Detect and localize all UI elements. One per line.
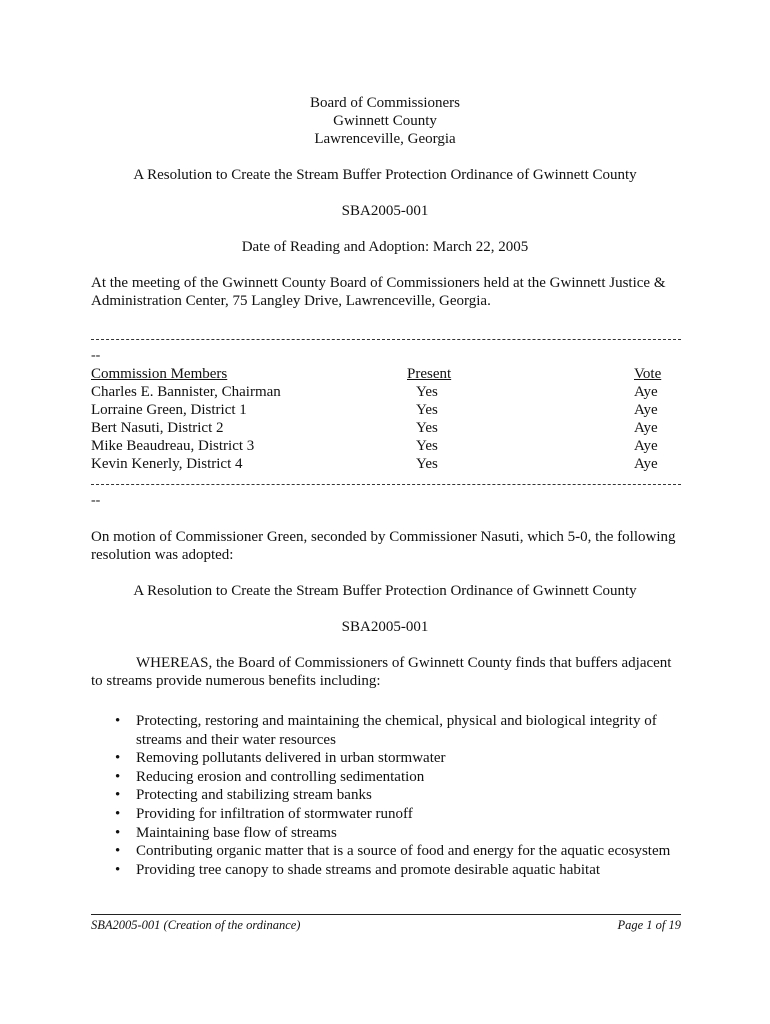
benefit-text: Providing for infiltration of stormwater runoff — [136, 805, 413, 822]
member-vote: Aye — [634, 456, 658, 472]
benefit-text: Maintaining base flow of streams — [136, 824, 337, 841]
member-present: Yes — [416, 456, 438, 472]
county-heading: Gwinnett County — [333, 113, 437, 129]
bullet-icon: • — [115, 768, 121, 785]
board-heading: Board of Commissioners — [310, 95, 460, 111]
list-item — [91, 861, 681, 880]
member-name: Lorraine Green, District 1 — [91, 402, 247, 418]
bullet-icon: • — [115, 750, 121, 767]
list-item — [91, 749, 681, 768]
table-row — [91, 401, 681, 419]
footer-page-number: Page 1 of 19 — [617, 918, 681, 932]
resolution-title-repeat: A Resolution to Create the Stream Buffer Protection Ordinance of Gwinnett County — [133, 583, 637, 599]
whereas-paragraph: WHEREAS, the Board of Commissioners of Gwinnett County finds that buffers adjacent to streams provide numerous benefits including: — [91, 655, 672, 689]
benefit-text: Contributing organic matter that is a source of food and energy for the aquatic ecosystem — [136, 843, 671, 860]
date-line: Date of Reading and Adoption: March 22, 2005 — [241, 239, 529, 255]
list-item — [91, 768, 681, 787]
dashed-divider-bottom — [91, 484, 681, 485]
benefits-list — [91, 712, 681, 879]
resolution-title: A Resolution to Create the Stream Buffer Protection Ordinance of Gwinnett County — [133, 167, 637, 183]
footer-document-id: SBA2005-001 (Creation of the ordinance) — [91, 918, 301, 932]
dashed-divider-bottom-tail: -- — [91, 493, 101, 508]
resolution-number: SBA2005-001 — [341, 203, 429, 219]
member-present: Yes — [416, 438, 438, 454]
benefit-text: Reducing erosion and controlling sedimentation — [136, 768, 425, 785]
table-row — [91, 419, 681, 437]
bullet-icon: • — [115, 787, 121, 804]
member-present: Yes — [416, 384, 438, 400]
bullet-icon: • — [115, 805, 121, 822]
member-vote: Aye — [634, 402, 658, 418]
city-heading: Lawrenceville, Georgia — [314, 131, 456, 147]
header-vote: Vote — [634, 366, 662, 382]
header-members: Commission Members — [91, 366, 228, 382]
benefit-text: Protecting, restoring and maintaining the chemical, physical and biological integrity of streams and their water resources — [136, 713, 657, 748]
bullet-icon: • — [115, 861, 121, 878]
dashed-divider-top — [91, 339, 681, 340]
member-present: Yes — [416, 420, 438, 436]
list-item — [91, 842, 681, 861]
member-name: Mike Beaudreau, District 3 — [91, 438, 255, 454]
member-name: Bert Nasuti, District 2 — [91, 420, 224, 436]
list-item — [91, 805, 681, 824]
list-item — [91, 786, 681, 805]
motion-paragraph: On motion of Commissioner Green, seconded by Commissioner Nasuti, which 5-0, the following resolution was adopted: — [91, 529, 676, 563]
benefit-text: Protecting and stabilizing stream banks — [136, 787, 372, 804]
footer-rule — [91, 914, 681, 915]
table-header-row — [91, 365, 681, 383]
benefit-text: Providing tree canopy to shade streams and promote desirable aquatic habitat — [136, 861, 601, 878]
dashed-divider-top-tail: -- — [91, 348, 101, 363]
list-item — [91, 712, 681, 749]
bullet-icon: • — [115, 713, 121, 729]
member-name: Kevin Kenerly, District 4 — [91, 456, 243, 472]
benefit-text: Removing pollutants delivered in urban stormwater — [136, 750, 446, 767]
table-row — [91, 383, 681, 401]
bullet-icon: • — [115, 824, 121, 841]
member-vote: Aye — [634, 420, 658, 436]
page-footer — [91, 916, 681, 934]
resolution-number-repeat: SBA2005-001 — [341, 619, 429, 635]
header-present: Present — [407, 366, 452, 382]
list-item — [91, 824, 681, 843]
member-name: Charles E. Bannister, Chairman — [91, 384, 281, 400]
table-row — [91, 437, 681, 455]
meeting-paragraph: At the meeting of the Gwinnett County Board of Commissioners held at the Gwinnett Justice & Administration Center, 75 Langley Drive, Lawrenceville, Georgia. — [91, 275, 666, 309]
table-row — [91, 455, 681, 473]
member-vote: Aye — [634, 438, 658, 454]
member-present: Yes — [416, 402, 438, 418]
bullet-icon: • — [115, 843, 121, 860]
member-vote: Aye — [634, 384, 658, 400]
